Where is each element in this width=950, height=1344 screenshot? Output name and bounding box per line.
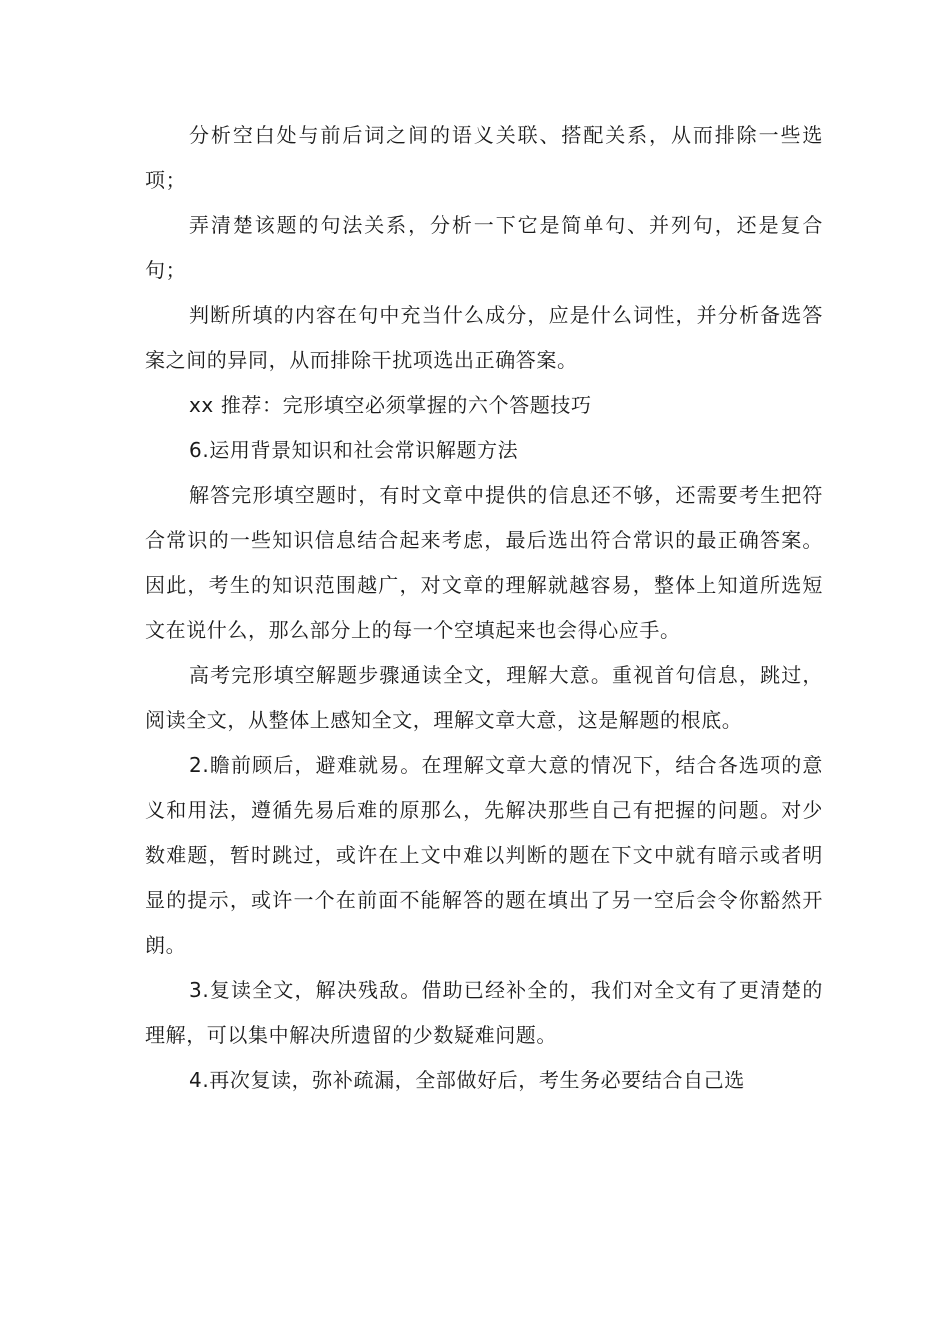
paragraph-2: 弄清楚该题的句法关系，分析一下它是简单句、并列句，还是复合句； bbox=[145, 213, 823, 282]
paragraph-1: 分析空白处与前后词之间的语义关联、搭配关系，从而排除一些选项； bbox=[145, 123, 823, 192]
paragraph-7: 高考完形填空解题步骤通读全文，理解大意。重视首句信息，跳过，阅读全文，从整体上感知全文，理解文章大意，这是解题的根底。 bbox=[145, 663, 823, 732]
paragraph-6: 解答完形填空题时，有时文章中提供的信息还不够，还需要考生把符合常识的一些知识信息结合起来考虑，最后选出符合常识的最正确答案。因此，考生的知识范围越广，对文章的理解就越容易，整体上知道所选短文在说什么，那么部分上的每一个空填起来也会得心应手。 bbox=[145, 483, 823, 642]
paragraph-10: 4.再次复读，弥补疏漏，全部做好后，考生务必要结合自己选 bbox=[189, 1068, 745, 1092]
paragraph-4: xx 推荐：完形填空必须掌握的六个答题技巧 bbox=[189, 393, 592, 417]
paragraph-8: 2.瞻前顾后，避难就易。在理解文章大意的情况下，结合各选项的意义和用法，遵循先易后难的原那么，先解决那些自己有把握的问题。对少数难题，暂时跳过，或许在上文中难以判断的题在下文中就有暗示或者明显的提示，或许一个在前面不能解答的题在填出了另一空后会令你豁然开朗。 bbox=[145, 753, 823, 957]
paragraph-5: 6.运用背景知识和社会常识解题方法 bbox=[189, 438, 519, 462]
document-body bbox=[145, 113, 823, 1103]
paragraph-9: 3.复读全文，解决残敌。借助已经补全的，我们对全文有了更清楚的理解，可以集中解决所遗留的少数疑难问题。 bbox=[145, 978, 823, 1047]
paragraph-3: 判断所填的内容在句中充当什么成分，应是什么词性，并分析备选答案之间的异同，从而排除干扰项选出正确答案。 bbox=[145, 303, 823, 372]
